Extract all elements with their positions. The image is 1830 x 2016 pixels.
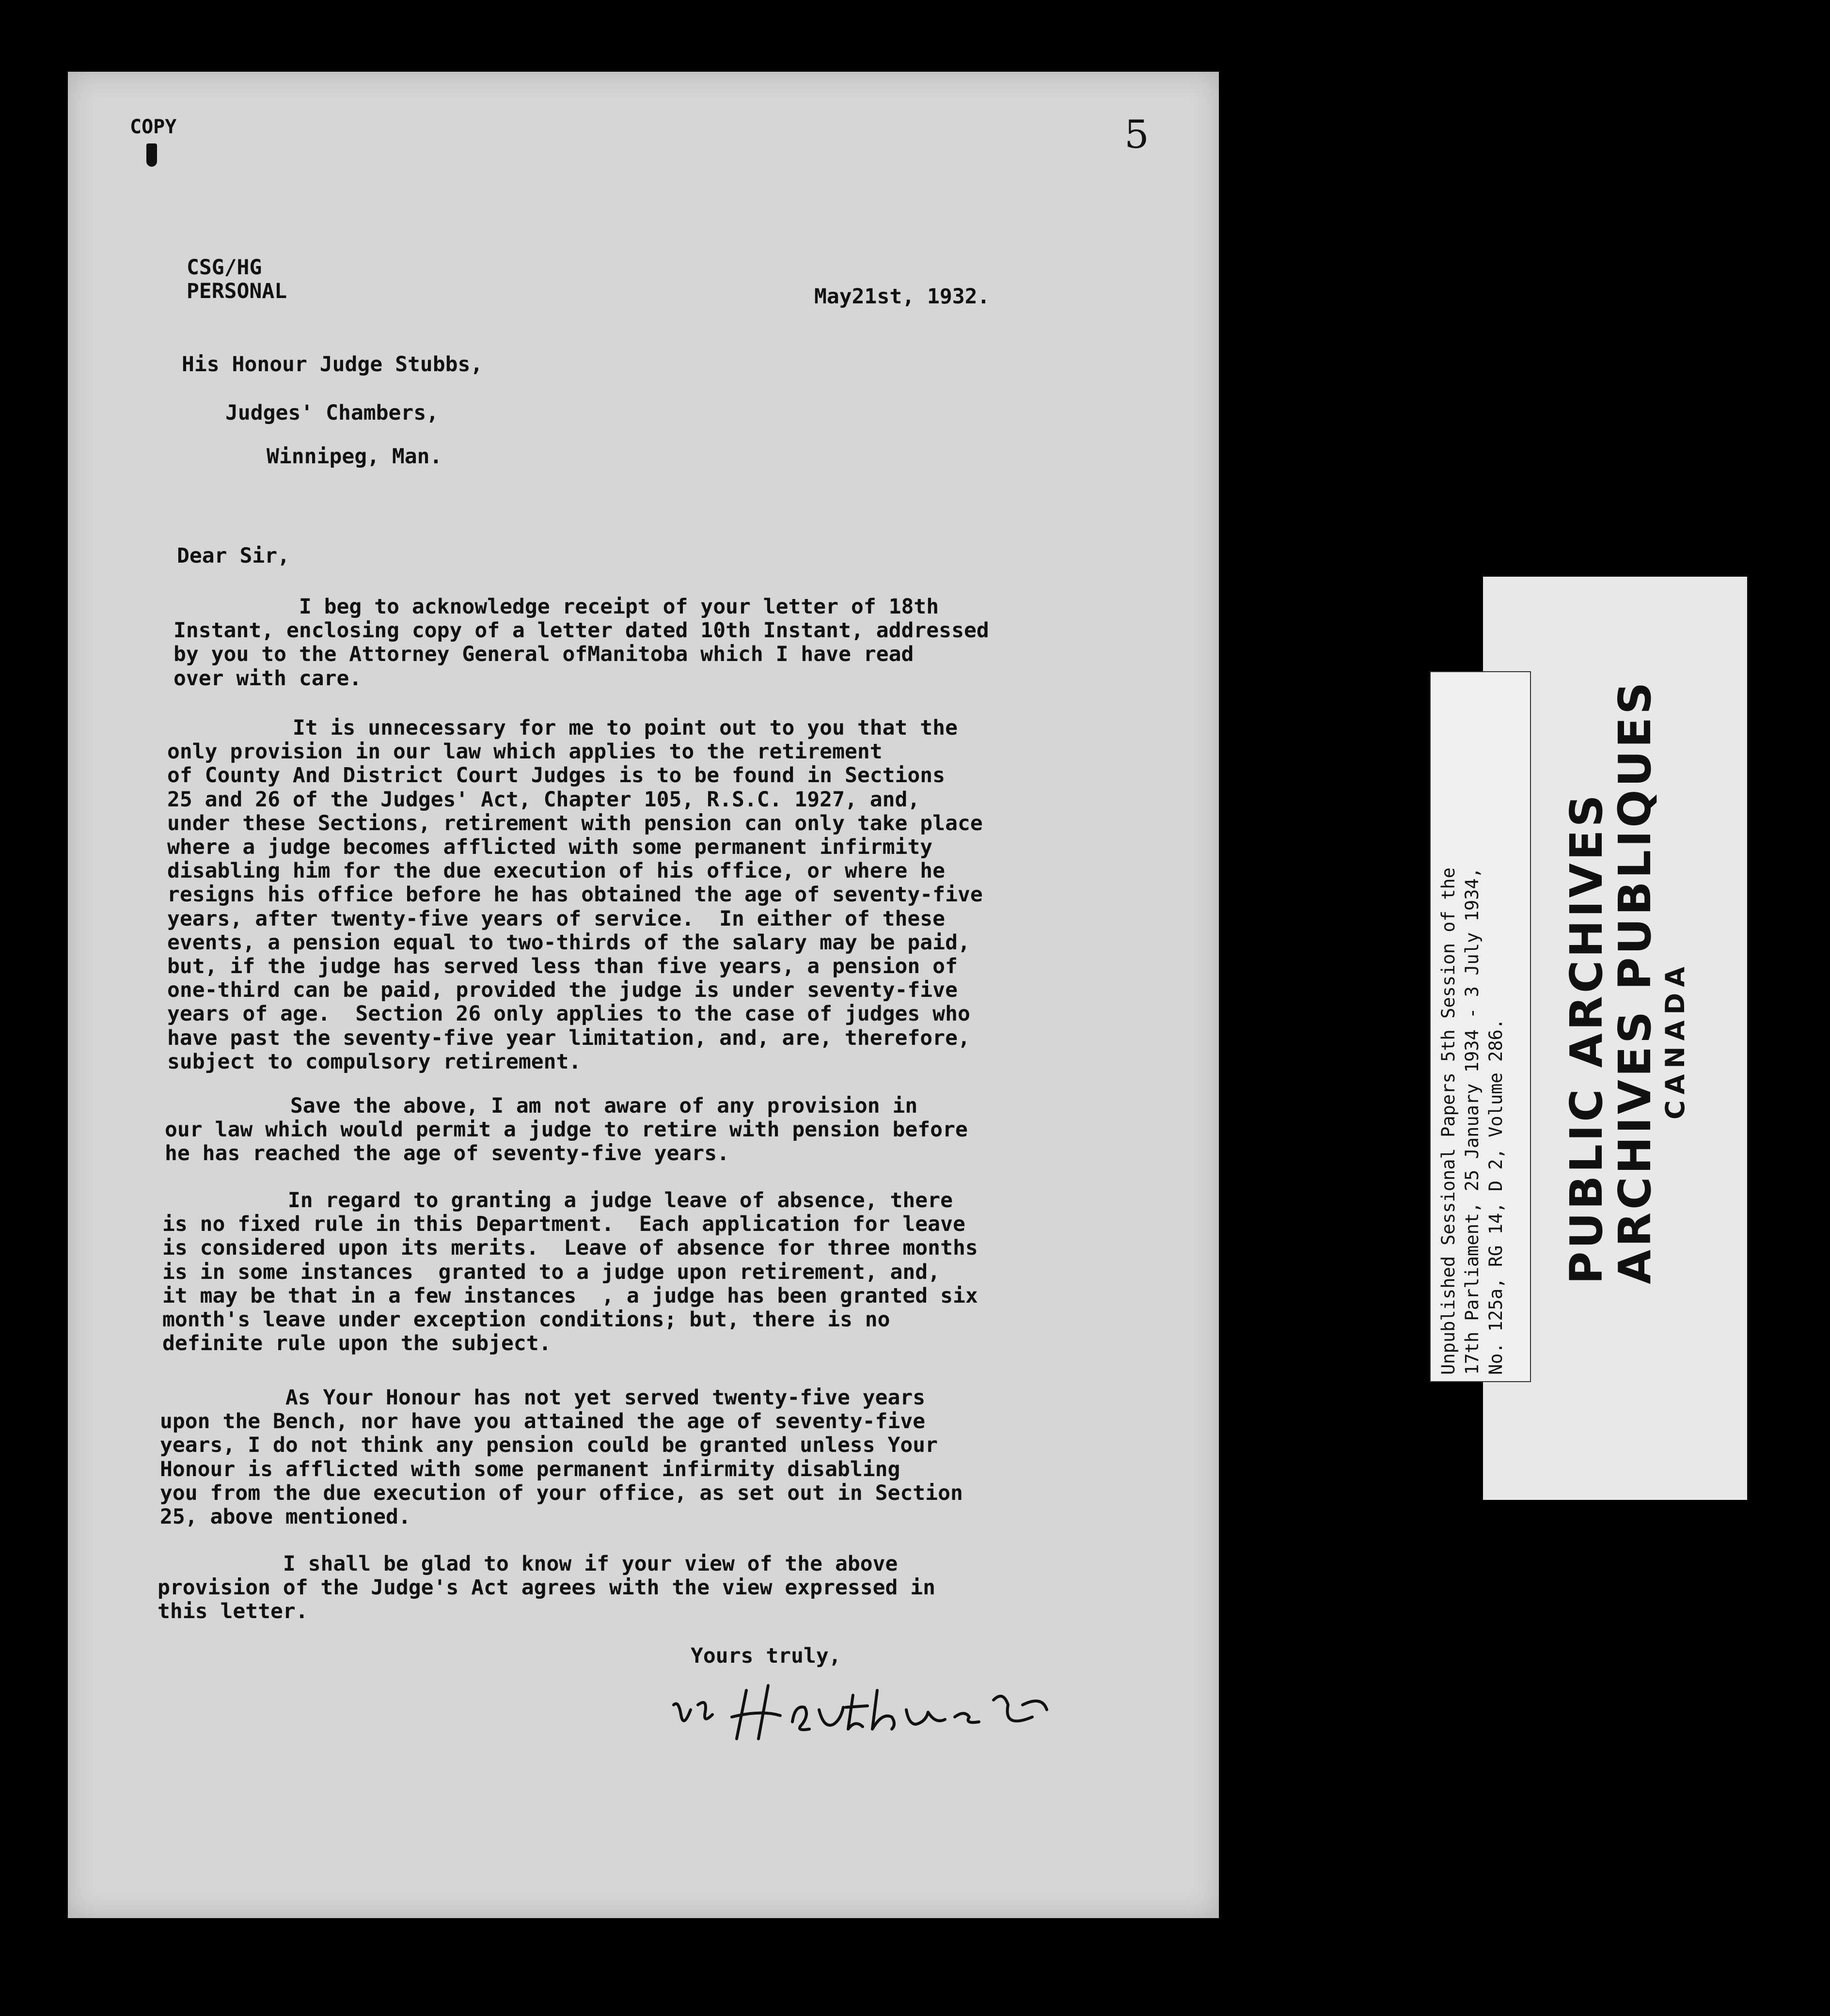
recipient-name: His Honour Judge Stubbs,	[182, 352, 483, 377]
body-paragraph: In regard to granting a judge leave of absence, there is no fixed rule in this Department. Each application for leave is considered upon its merits. Leave of absence for three months is in some instances granted to a judge upon retirement, and, it may be that in a few instances , a judge has been granted six month's leave under exception conditions; but, there is no definite rule upon the subject.	[162, 1188, 978, 1356]
reference-code: CSG/HG PERSONAL	[187, 255, 287, 303]
letter-page	[68, 72, 1219, 1918]
salutation: Dear Sir,	[177, 544, 290, 568]
recipient-address-line: Judges' Chambers,	[225, 401, 439, 425]
stamp-public-archives: PUBLIC ARCHIVES	[1561, 792, 1612, 1284]
stamp-canada: CANADA	[1660, 961, 1690, 1119]
body-paragraph: Save the above, I am not aware of any provision in our law which would permit a judge to retire with pension before he has reached the age of seventy-five years.	[165, 1094, 968, 1166]
signature	[664, 1671, 1061, 1753]
body-paragraph: I beg to acknowledge receipt of your letter of 18th Instant, enclosing copy of a letter dated 10th Instant, addressed by you to the Attorney General ofManitoba which I have read over with care.	[174, 595, 989, 691]
body-paragraph: I shall be glad to know if your view of the above provision of the Judge's Act agrees with the view expressed in this letter.	[158, 1552, 936, 1624]
recipient-city: Winnipeg, Man.	[267, 444, 442, 469]
page-number: 5	[1124, 112, 1149, 157]
copy-label: COPY	[130, 116, 177, 138]
letter-date: May21st, 1932.	[814, 284, 990, 309]
body-paragraph: As Your Honour has not yet served twenty-five years upon the Bench, nor have you attained the age of seventy-five years, I do not think any pension could be granted unless Your Honour is afflicted with some permanent infirmity disabling you from the due execution of your office, as set out in Section 25, above mentioned.	[160, 1386, 963, 1529]
archive-citation: Unpublished Sessional Papers 5th Session of the 17th Parliament, 25 January 1934 - 3 July 1934, No. 125a, RG 14, D 2, Volume 286.	[1438, 867, 1506, 1375]
stamp-archives-publiques: ARCHIVES PUBLIQUES	[1609, 679, 1661, 1284]
body-paragraph: It is unnecessary for me to point out to you that the only provision in our law which applies to the retirement of County And District Court Judges is to be found in Sections 25 and 26 of the Judges' Act, Chapter 105, R.S.C. 1927, and, under these Sections, retirement with pension can only take place where a judge becomes afflicted with some permanent infirmity disabling him for the due execution of his office, or where he resigns his office before he has obtained the age of seventy-five years, after twenty-five years of service. In either of these events, a pension equal to two-thirds of the salary may be paid, but, if the judge has served less than five years, a pension of one-third can be paid, provided the judge is under seventy-five years of age. Section 26 only applies to the case of judges who have past the seventy-five year limitation, and, are, therefore, subject to compulsory retirement.	[167, 716, 983, 1074]
archive-label-card	[1430, 671, 1531, 1382]
closing: Yours truly,	[691, 1644, 841, 1668]
ink-mark-icon	[146, 143, 157, 167]
